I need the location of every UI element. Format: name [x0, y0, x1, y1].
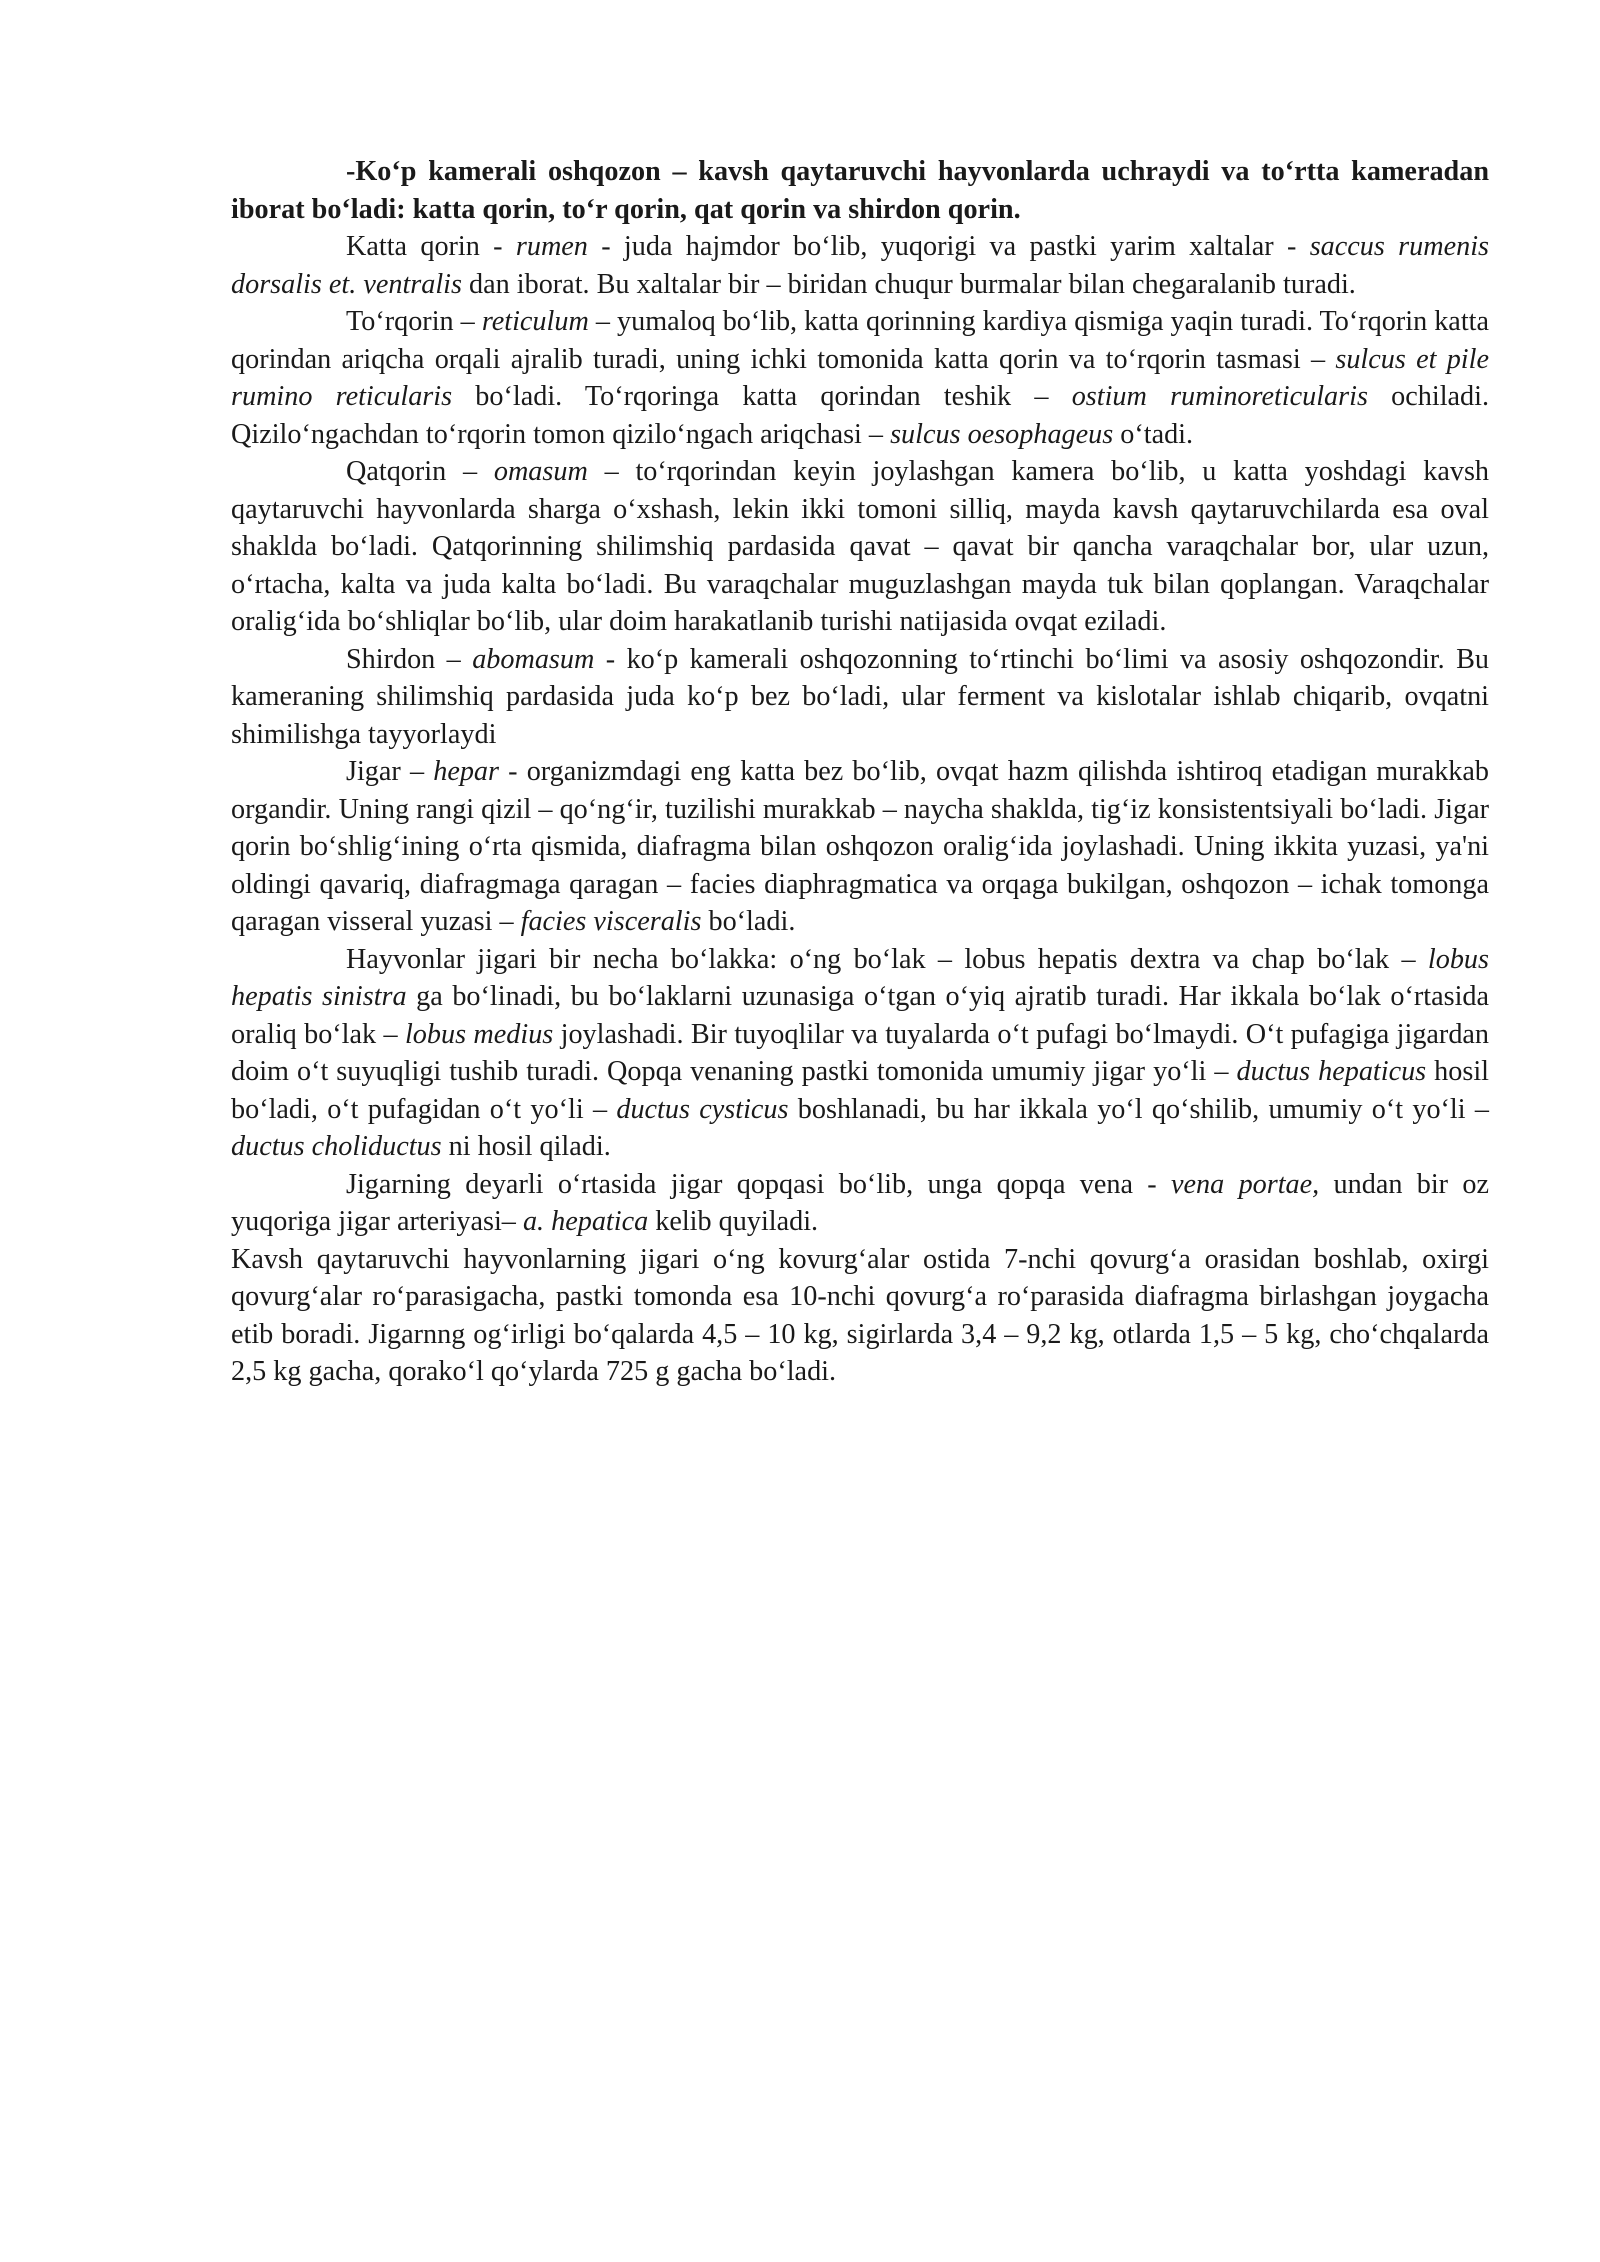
text-run: bo‘ladi. To‘rqoringa katta qorindan teshik –	[452, 381, 1072, 412]
paragraph	[231, 453, 1489, 641]
latin-term: ductus choliductus	[231, 1131, 442, 1162]
latin-term: reticulum	[481, 306, 589, 337]
text-run: Shirdon –	[346, 643, 473, 675]
latin-term: rumen	[515, 231, 588, 262]
text-run: undan bir oz yuqoriga jigar arteriyasi–	[231, 1168, 1489, 1237]
text-run: ni hosil qiladi.	[441, 1131, 611, 1162]
text-run: boshlanadi, bu har ikkala yo‘l qo‘shilib, umumiy o‘t yo‘li –	[788, 1093, 1489, 1125]
latin-term: lobus medius	[404, 1018, 554, 1050]
text-run: - ko‘p kamerali oshqozonning to‘rtinchi bo‘limi va asosiy oshqozondir. Bu kameraning shilimshiq pardasida juda ko‘p bez bo‘ladi, ular ferment va kislotalar ishlab chiqarib, ovqatni shimilishga tayyorlaydi	[231, 643, 1489, 750]
latin-term: abomasum	[472, 643, 595, 675]
latin-term: sulcus et pile rumino reticularis	[231, 343, 1489, 412]
text-run: hosil bo‘ladi, o‘t pufagidan o‘t yo‘li –	[231, 1056, 1490, 1125]
latin-term: vena portae,	[1171, 1168, 1320, 1200]
latin-term: ductus hepaticus	[1236, 1056, 1427, 1087]
text-run: Katta qorin -	[346, 231, 516, 262]
paragraph	[231, 941, 1489, 1166]
text-run: – to‘rqorindan keyin joylashgan kamera bo‘lib, u katta yoshdagi kavsh qaytaruvchi hayvonlarda sharga o‘xshash, lekin ikki tomoni silliq, mayda kavsh qaytaruvchilarda esa oval shaklda bo‘ladi. Qatqorinning shilimshiq pardasida qavat – qavat bir qancha varaqchalar bor, ular uzun, o‘rtacha, kalta va juda kalta bo‘ladi. Bu varaqchalar muguzlashgan mayda tuk bilan qoplangan. Varaqchalar oralig‘ida bo‘shliqlar bo‘lib, ular doim harakatlanib turishi natijasida ovqat eziladi.	[231, 456, 1490, 637]
latin-term: omasum	[493, 456, 588, 487]
text-run: Jigarning deyarli o‘rtasida jigar qopqasi bo‘lib, unga qopqa vena -	[346, 1168, 1172, 1200]
paragraph	[231, 641, 1489, 754]
latin-term: ostium ruminoreticularis	[1071, 381, 1368, 412]
text-run: o‘tadi.	[1113, 418, 1194, 450]
text-run: - juda hajmdor bo‘lib, yuqorigi va pastki yarim xaltalar -	[587, 231, 1310, 262]
text-run: kelib quyiladi.	[648, 1206, 819, 1237]
document-body	[231, 153, 1489, 1391]
text-run: dan iborat. Bu xaltalar bir – biridan chuqur burmalar bilan chegaralanib turadi.	[461, 268, 1356, 300]
text-run: joylashadi. Bir tuyoqlilar va tuyalarda o‘t pufagi bo‘lmaydi. O‘t pufagiga jigardan doim o‘t suyuqligi tushib turadi. Qopqa venaning pastki tomonida umumiy jigar yo‘li –	[231, 1018, 1490, 1087]
latin-term: saccus rumenis dorsalis et. ventralis	[231, 231, 1489, 300]
text-run: - organizmdagi eng katta bez bo‘lib, ovqat hazm qilishda ishtiroq etadigan murakkab organdir. Uning rangi qizil – qo‘ng‘ir, tuzilishi murakkab – naycha shaklda, tig‘iz konsistentsiyali bo‘ladi. Jigar qorin bo‘shlig‘ining o‘rta qismida, diafragma bilan oshqozon oralig‘ida joylashadi. Uning ikkita yuzasi, ya'ni oldingi qavariq, diafragmaga qaragan – facies diaphragmatica va orqaga bukilgan, oshqozon – ichak tomonga qaragan visseral yuzasi –	[231, 756, 1490, 937]
text-run: ochiladi. Qizilo‘ngachdan to‘rqorin tomon qizilo‘ngach ariqchasi –	[231, 381, 1490, 450]
text-run: -Ko‘p kamerali oshqozon – kavsh qaytaruvchi hayvonlarda uchraydi va to‘rtta kameradan iborat bo‘ladi: katta qorin, to‘r qorin, qat qorin va shirdon qorin.	[231, 156, 1489, 225]
text-run: Kavsh qaytaruvchi hayvonlarning jigari o‘ng kovurg‘alar ostida 7-nchi qovurg‘a orasidan boshlab, oxirgi qovurg‘alar ro‘parasigacha, pastki tomonda esa 10-nchi qovurg‘a ro‘parasida diafragma birlashgan joygacha etib boradi. Jigarnng og‘irligi bo‘qalarda 4,5 – 10 kg, sigirlarda 3,4 – 9,2 kg, otlarda 1,5 – 5 kg, cho‘chqalarda 2,5 kg gacha, qorako‘l qo‘ylarda 725 g gacha bo‘ladi.	[231, 1243, 1489, 1387]
latin-term: sulcus oesophageus	[890, 418, 1114, 450]
latin-term: a. hepatica	[522, 1206, 649, 1237]
paragraph	[231, 228, 1489, 303]
paragraph	[231, 1166, 1489, 1241]
paragraph	[231, 303, 1489, 453]
latin-term: lobus hepatis sinistra	[231, 943, 1489, 1012]
text-run: ga bo‘linadi, bu bo‘laklarni uzunasiga o‘tgan o‘yiq ajratib turadi. Har ikkala bo‘lak o‘rtasida oraliq bo‘lak –	[231, 981, 1490, 1050]
text-run: Jigar –	[346, 756, 434, 787]
latin-term: facies visceralis	[520, 906, 702, 937]
text-run: To‘rqorin –	[346, 306, 482, 337]
latin-term: ductus cysticus	[616, 1093, 789, 1125]
paragraph	[231, 753, 1489, 941]
paragraph	[231, 1241, 1489, 1391]
paragraph	[231, 153, 1489, 228]
text-run: Hayvonlar jigari bir necha bo‘lakka: o‘ng bo‘lak – lobus hepatis dextra va chap bo‘lak –	[346, 943, 1428, 975]
text-run: – yumaloq bo‘lib, katta qorinning kardiya qismiga yaqin turadi. To‘rqorin katta qorindan ariqcha orqali ajralib turadi, uning ichki tomonida katta qorin va to‘rqorin tasmasi –	[231, 306, 1489, 375]
latin-term: hepar	[433, 756, 499, 787]
text-run: Qatqorin –	[346, 456, 494, 487]
text-run: bo‘ladi.	[701, 906, 796, 937]
